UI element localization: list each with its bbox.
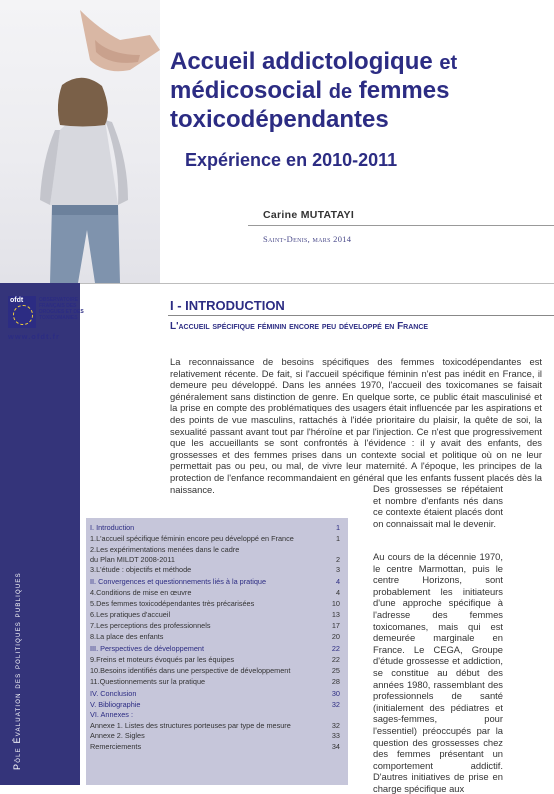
body-paragraph-3: Au cours de la décennie 1970, le centre Marmottan, puis le centre Horizons, sont probablement les initiateurs d'une approche spécifique à l'adresse des femmes toxicomanes, mais qui est demeurée marginale en France. Le CEGA, Groupe d'étude grossesse et addiction, se constitue au début des années 1980, rassemblant des professionnels de santé (initialement des pédiatres et sages-femmes, pour l'essentiel) préoccupés par la question des grossesses chez des femmes présentant un comportement addictif. D'autres initiatives de prise en charge spécifique aux — [373, 551, 503, 794]
toc-entry[interactable] — [90, 598, 344, 609]
toc-entry-label: Annexe 1. Listes des structures porteuses par type de mesure — [90, 721, 291, 730]
toc-entry[interactable] — [90, 576, 344, 587]
title-part-4: de — [328, 81, 353, 103]
toc-entry[interactable] — [90, 676, 344, 687]
logo-line: FRANÇAIS DES — [39, 303, 77, 309]
toc-entry-label: 4.Conditions de mise en œuvre — [90, 588, 192, 597]
toc-entry-label: IV. Conclusion — [90, 689, 137, 698]
header-divider — [80, 283, 554, 284]
toc-entry-page: 25 — [331, 666, 340, 675]
toc-entry[interactable] — [90, 631, 344, 642]
toc-entry-page: 2 — [335, 555, 340, 564]
toc-entry[interactable] — [90, 533, 344, 544]
toc-entry-page: 4 — [335, 588, 340, 597]
toc-entry-page: 4 — [335, 577, 340, 586]
toc-entry[interactable] — [90, 587, 344, 598]
toc-entry-page: 1 — [335, 523, 340, 532]
logo-text — [39, 297, 85, 321]
eu-stars-icon — [13, 305, 33, 325]
document-title — [170, 48, 510, 134]
toc-entry-page: 28 — [331, 677, 340, 686]
toc-entry[interactable] — [90, 654, 344, 665]
title-part-5: femmes — [358, 77, 450, 104]
toc-entry[interactable] — [90, 665, 344, 676]
toc-entry-label: Annexe 2. Sigles — [90, 731, 145, 740]
title-part-3: médicosocial — [170, 77, 323, 104]
cover-photo — [0, 0, 160, 283]
logo-line: TOXICOMANIES — [39, 315, 78, 321]
toc-entry-label: 2.Les expérimentations menées dans le cadre — [90, 545, 240, 554]
ofdt-badge-icon — [8, 296, 36, 328]
toc-entry-page: 33 — [331, 731, 340, 740]
author-name: Carine MUTATAYI — [263, 209, 355, 221]
toc-entry[interactable] — [90, 620, 344, 631]
toc-entry[interactable] — [90, 730, 344, 741]
toc-entry-page: 22 — [331, 644, 340, 653]
logo-url: www.ofdt.fr — [8, 332, 60, 341]
toc-entry[interactable] — [90, 688, 344, 699]
toc-entry-label: Remerciements — [90, 742, 142, 751]
toc-entry-label: VI. Annexes : — [90, 710, 133, 719]
toc-entry-page: 30 — [331, 689, 340, 698]
toc-entry-label: 11.Questionnements sur la pratique — [90, 677, 206, 686]
toc-entry-page: 13 — [331, 610, 340, 619]
toc-entry-page: 22 — [331, 655, 340, 664]
toc-entry-label: I. Introduction — [90, 523, 135, 532]
side-band-label: Pôle Évaluation des politiques publiques — [12, 572, 22, 770]
toc-entry[interactable] — [90, 741, 344, 752]
place-date: Saint-Denis, mars 2014 — [263, 234, 352, 244]
toc-entry-label: 5.Des femmes toxicodépendantes très précarisées — [90, 599, 255, 608]
title-part-1: Accueil addictologique — [170, 48, 433, 75]
toc-entry-label: II. Convergences et questionnements liés à la pratique — [90, 577, 267, 586]
toc-entry[interactable] — [90, 522, 344, 533]
toc-entry-page: 3 — [335, 565, 340, 574]
document-subtitle: Expérience en 2010-2011 — [185, 150, 398, 170]
toc-entry-label: 1.L'accueil spécifique féminin encore peu développé en France — [90, 534, 294, 543]
section-title: I - INTRODUCTION — [170, 298, 285, 313]
toc-entry-page: 10 — [331, 599, 340, 608]
toc-entry-label: 8.La place des enfants — [90, 632, 164, 641]
body-paragraph-2: Des grossesses se répétaient et nombre d'enfants nés dans ce contexte étaient placés dont on connaissait mal le devenir. — [373, 483, 503, 529]
toc-entry[interactable] — [90, 564, 344, 575]
toc-entry-page: 34 — [331, 742, 340, 751]
toc-entry-page: 32 — [331, 700, 340, 709]
toc-entry[interactable] — [90, 709, 344, 720]
body-paragraph-1: La reconnaissance de besoins spécifiques des femmes toxicodépendantes est relativement récente. De fait, si l'accueil spécifique féminin n'est pas inédit en France, il demeure peu développé. Dans les années 1970, l'accueil des toxicomanes se faisait généralement sans distinction de genre. En quelque sorte, ce public était masculinisé et la prise en compte des problématiques des usagers était influencée par les aspirations et des points de vue masculins, rattachés à l'idée prioritaire du plaisir, la quête de soi, la sexualité passant avant tout par l'héroïne et par l'injection. Ce n'est que progressivement que les accueillants se sont confrontés à l'évidence : il y avait des enfants, des grossesses et des femmes prises dans un contexte social et politique où on ne leur permettait pas ou peu, ou mal, de vivre leur maternité. A l'époque, les principes de la protection de l'enfance recommandaient en général que les enfants fussent placés dès la naissance. — [170, 356, 542, 495]
toc-entry-page: 32 — [331, 721, 340, 730]
title-part-2: et — [439, 52, 458, 74]
toc-entry-label: III. Perspectives de développement — [90, 644, 204, 653]
logo-line: DROGUES ET DES — [39, 309, 84, 315]
logo-badge-text: ofdt — [10, 297, 24, 304]
toc-entry-page: 17 — [331, 621, 340, 630]
logo-line: OBSERVATOIRE — [39, 297, 79, 303]
toc-entry[interactable] — [90, 609, 344, 620]
cover-photo-illustration — [0, 0, 160, 283]
toc-entry-label: 9.Freins et moteurs évoqués par les équipes — [90, 655, 234, 664]
section-title-divider — [168, 315, 554, 316]
author-divider — [248, 225, 554, 226]
section-subtitle: L'accueil spécifique féminin encore peu développé en France — [170, 321, 429, 332]
ofdt-logo[interactable] — [8, 296, 82, 342]
toc-entry-label: 10.Besoins identifiés dans une perspective de développement — [90, 666, 291, 675]
toc-entry[interactable] — [90, 643, 344, 654]
table-of-contents — [86, 518, 348, 785]
toc-entry-page: 20 — [331, 632, 340, 641]
title-part-6: toxicodépendantes — [170, 106, 389, 133]
toc-entry-page: 1 — [335, 534, 340, 543]
toc-entry-label: 7.Les perceptions des professionnels — [90, 621, 211, 630]
toc-entry-label: du Plan MILDT 2008-2011 — [90, 555, 175, 564]
toc-entry-label: 3.L'étude : objectifs et méthode — [90, 565, 192, 574]
toc-entry-label: 6.Les pratiques d'accueil — [90, 610, 171, 619]
toc-entry-label: V. Bibliographie — [90, 700, 141, 709]
